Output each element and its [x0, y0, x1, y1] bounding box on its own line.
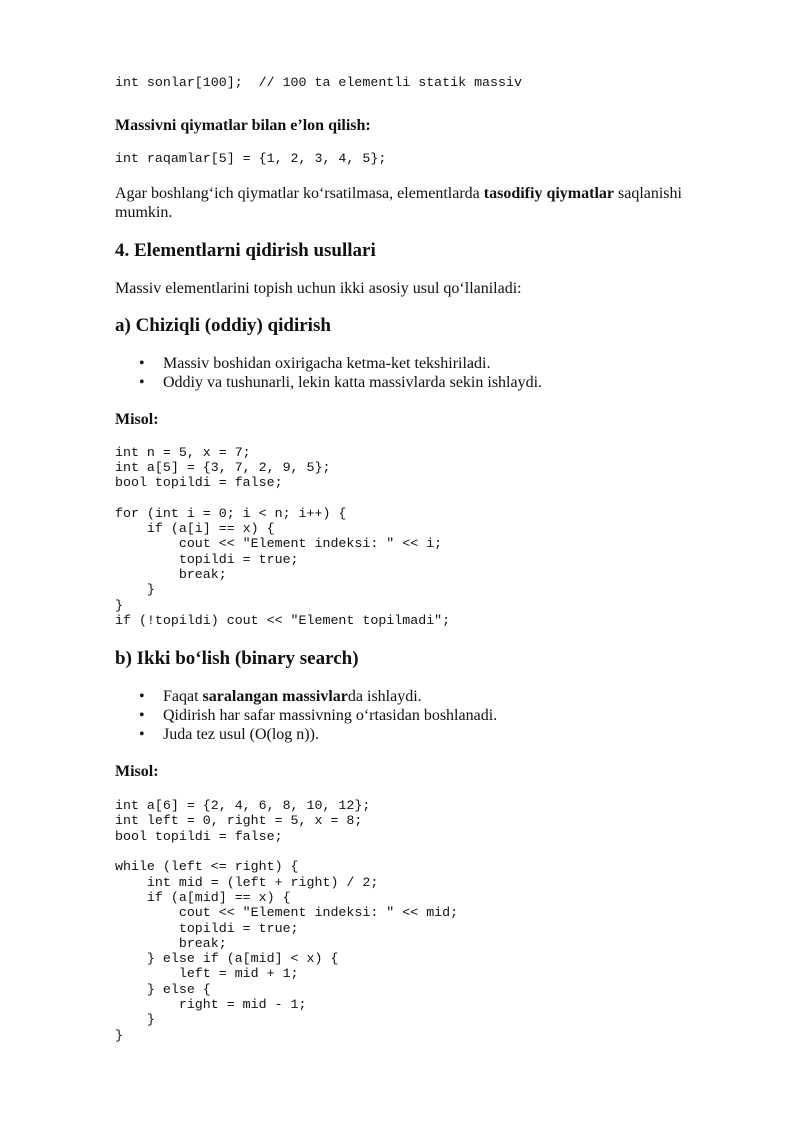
list-item	[115, 725, 705, 744]
declare-with-values-label: Massivni qiymatlar bilan e’lon qilish:	[115, 117, 371, 135]
document-page	[115, 60, 705, 1043]
random-values-note-text-1: Agar boshlang‘ich qiymatlar ko‘rsatilmasa, elementlarda	[115, 184, 484, 202]
list-item-text: Massiv boshidan oxirigacha ketma-ket tekshiriladi.	[163, 354, 491, 372]
linear-search-bullet-list	[115, 354, 705, 392]
list-item-text-1: Faqat	[163, 688, 203, 706]
section-4-intro: Massiv elementlarini topish uchun ikki asosiy usul qo‘llaniladi:	[115, 279, 522, 297]
list-item	[115, 706, 705, 725]
random-values-note	[115, 184, 705, 222]
bullet-icon: •	[139, 688, 145, 706]
binary-search-example-label: Misol:	[115, 763, 159, 781]
code-declare-with-values: int raqamlar[5] = {1, 2, 3, 4, 5};	[115, 151, 387, 167]
code-static-array: int sonlar[100]; // 100 ta elementli statik massiv	[115, 75, 522, 90]
bullet-icon: •	[139, 707, 145, 725]
random-values-note-text-2: saqlanishi mumkin.	[115, 184, 682, 221]
binary-search-bullet-list	[115, 687, 705, 744]
bullet-icon: •	[139, 354, 145, 372]
list-item	[115, 354, 705, 373]
code-binary-search: int a[6] = {2, 4, 6, 8, 10, 12}; int left = 0, right = 5, x = 8; bool topildi = false; while (left <= right) { int mid = (left + right) / 2; if (a[mid] == x) { cout << "Element indeksi: " << mid; topildi = true; break; } else if (a[mid] < x) { left = mid + 1; } else { right = mid - 1; } }	[115, 798, 459, 1043]
bullet-icon: •	[139, 373, 145, 391]
list-item-text: Juda tez usul (O(log n)).	[163, 726, 319, 744]
random-values-note-bold: tasodifiy qiymatlar	[483, 184, 614, 202]
list-item	[115, 687, 705, 706]
list-item-text: Oddiy va tushunarli, lekin katta massivlarda sekin ishlaydi.	[163, 373, 543, 391]
binary-search-heading: b) Ikki bo‘lish (binary search)	[115, 648, 359, 670]
section-4-heading: 4. Elementlarni qidirish usullari	[115, 239, 376, 261]
code-linear-search: int n = 5, x = 7; int a[5] = {3, 7, 2, 9, 5}; bool topildi = false; for (int i = 0; i < n; i++) { if (a[i] == x) { cout << "Element indeksi: " << i; topildi = true; break; } } if (!topildi) cout << "Element topilmadi";	[115, 444, 451, 628]
linear-search-heading: a) Chiziqli (oddiy) qidirish	[115, 314, 331, 336]
linear-search-example-label: Misol:	[115, 410, 159, 428]
list-item-bold: saralangan massivlar	[202, 688, 348, 706]
list-item	[115, 373, 705, 392]
list-item-text-2: da ishlaydi.	[347, 688, 422, 706]
bullet-icon: •	[139, 726, 145, 744]
list-item-text: Qidirish har safar massivning o‘rtasidan boshlanadi.	[163, 707, 498, 725]
